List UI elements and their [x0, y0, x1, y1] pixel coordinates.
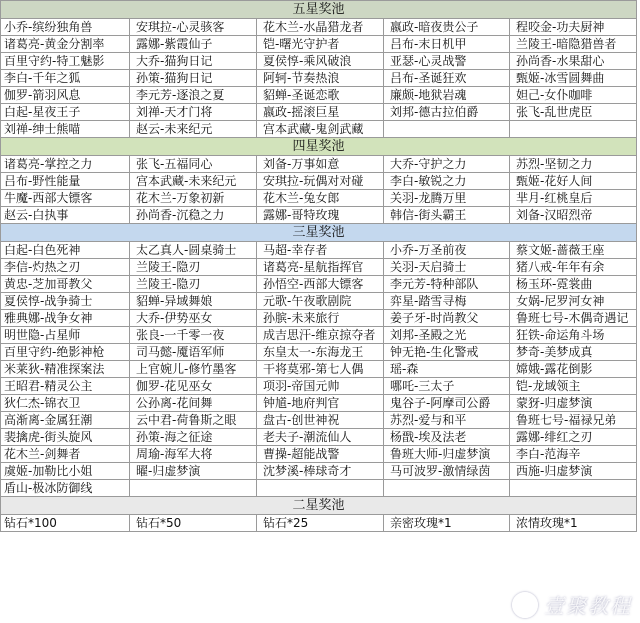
- watermark-text: 壹聚教程: [544, 594, 632, 618]
- prize-cell: 貂蝉-圣诞恋歌: [257, 87, 384, 104]
- prize-cell: 项羽-帝国元帅: [257, 378, 384, 395]
- section-title: 三星奖池: [1, 224, 637, 242]
- prize-cell: 公孙离-花间舞: [130, 395, 257, 412]
- prize-cell: 鬼谷子-阿摩司公爵: [384, 395, 510, 412]
- prize-cell: 张飞-五福同心: [130, 156, 257, 173]
- prize-cell: 姜子牙-时尚教父: [384, 310, 510, 327]
- prize-cell: 刘禅-绅士熊喵: [1, 121, 130, 138]
- prize-cell: 米莱狄-精准探案法: [1, 361, 130, 378]
- prize-cell: 嬴政-暗夜贵公子: [384, 19, 510, 36]
- prize-cell: 兰陵王-隐刃: [130, 259, 257, 276]
- section-header-four: [1, 138, 637, 156]
- prize-cell: 马超-幸存者: [257, 242, 384, 259]
- prize-cell: 钟无艳-生化警戒: [384, 344, 510, 361]
- prize-cell: 蔡文姬-蔷薇王座: [510, 242, 637, 259]
- prize-cell: 苏烈-坚韧之力: [510, 156, 637, 173]
- prize-cell: 高渐离-金属狂潮: [1, 412, 130, 429]
- prize-cell: 李白-范海辛: [510, 446, 637, 463]
- prize-cell: 牛魔-西部大镖客: [1, 190, 130, 207]
- prize-cell: 刘邦-德古拉伯爵: [384, 104, 510, 121]
- table-row: [1, 310, 637, 327]
- prize-cell: 诸葛亮-星航指挥官: [257, 259, 384, 276]
- prize-cell: 大乔-伊势巫女: [130, 310, 257, 327]
- table-row: [1, 70, 637, 87]
- watermark-logo-icon: [512, 592, 538, 618]
- prize-cell: [257, 480, 384, 497]
- prize-cell: 周瑜-海军大将: [130, 446, 257, 463]
- table-row: [1, 463, 637, 480]
- table-row: [1, 344, 637, 361]
- watermark: [512, 590, 632, 619]
- table-row: [1, 87, 637, 104]
- table-row: [1, 121, 637, 138]
- prize-cell: 孙膑-未来旅行: [257, 310, 384, 327]
- prize-cell: 赵云-白执事: [1, 207, 130, 224]
- prize-cell: 梦奇-美梦成真: [510, 344, 637, 361]
- prize-cell: 刘备-万事如意: [257, 156, 384, 173]
- prize-cell: 钻石*50: [130, 515, 257, 532]
- table-row: [1, 361, 637, 378]
- prize-cell: 弈星-踏雪寻梅: [384, 293, 510, 310]
- prize-cell: 李元芳-逐浪之夏: [130, 87, 257, 104]
- table-row: [1, 429, 637, 446]
- prize-cell: 白起-星夜王子: [1, 104, 130, 121]
- prize-cell: 黄忠-芝加哥教父: [1, 276, 130, 293]
- prize-cell: 李白-千年之狐: [1, 70, 130, 87]
- table-row: [1, 293, 637, 310]
- prize-cell: 关羽-龙腾万里: [384, 190, 510, 207]
- prize-cell: 钻石*25: [257, 515, 384, 532]
- prize-cell: 太乙真人-圆桌骑士: [130, 242, 257, 259]
- table-row: [1, 378, 637, 395]
- prize-cell: 司马懿-魇语军师: [130, 344, 257, 361]
- prize-cell: 吕布-圣诞狂欢: [384, 70, 510, 87]
- prize-cell: 元歌-午夜歌剧院: [257, 293, 384, 310]
- prize-cell: 伽罗-箭羽风息: [1, 87, 130, 104]
- table-row: [1, 173, 637, 190]
- prize-cell: 铠-龙域领主: [510, 378, 637, 395]
- prize-cell: 刘邦-圣殿之光: [384, 327, 510, 344]
- prize-cell: 夏侯惇-战争骑士: [1, 293, 130, 310]
- prize-cell: 猪八戒-年年有余: [510, 259, 637, 276]
- prize-cell: 宫本武藏-鬼剑武藏: [257, 121, 384, 138]
- prize-cell: 赵云-未来纪元: [130, 121, 257, 138]
- prize-cell: 小乔-缤纷独角兽: [1, 19, 130, 36]
- prize-cell: [510, 121, 637, 138]
- table-row: [1, 53, 637, 70]
- prize-cell: 吕布-野性能量: [1, 173, 130, 190]
- prize-cell: 曹操-超能战警: [257, 446, 384, 463]
- prize-cell: 李白-敏锐之力: [384, 173, 510, 190]
- prize-cell: 孙策-猫狗日记: [130, 70, 257, 87]
- prize-cell: 夏侯惇-乘风破浪: [257, 53, 384, 70]
- prize-cell: 伽罗-花见巫女: [130, 378, 257, 395]
- prize-cell: 铠-曙光守护者: [257, 36, 384, 53]
- prize-cell: 裴擒虎-街头旋风: [1, 429, 130, 446]
- table-row: [1, 395, 637, 412]
- prize-cell: 李元芳-特种部队: [384, 276, 510, 293]
- prize-cell: 甄姬-冰雪圆舞曲: [510, 70, 637, 87]
- section-title: 五星奖池: [1, 1, 637, 19]
- prize-cell: 曜-归虚梦演: [130, 463, 257, 480]
- prize-cell: 小乔-万圣前夜: [384, 242, 510, 259]
- prize-cell: 嬴政-摇滚巨星: [257, 104, 384, 121]
- prize-cell: 百里守约-特工魅影: [1, 53, 130, 70]
- prize-cell: 鲁班七号-木偶奇遇记: [510, 310, 637, 327]
- prize-cell: 西施-归虚梦演: [510, 463, 637, 480]
- prize-cell: 安琪拉-玩偶对对碰: [257, 173, 384, 190]
- prize-cell: [384, 121, 510, 138]
- prize-cell: 韩信-街头霸王: [384, 207, 510, 224]
- prize-cell: 盘古-创世神祝: [257, 412, 384, 429]
- prize-cell: 甄姬-花好人间: [510, 173, 637, 190]
- table-row: [1, 480, 637, 497]
- table-row: [1, 156, 637, 173]
- prize-cell: 上官婉儿-修竹墨客: [130, 361, 257, 378]
- prize-cell: 孙策-海之征途: [130, 429, 257, 446]
- prize-cell: 杨戬-埃及法老: [384, 429, 510, 446]
- prize-cell: 虞姬-加勒比小姐: [1, 463, 130, 480]
- table-row: [1, 259, 637, 276]
- prize-cell: 安琪拉-心灵骇客: [130, 19, 257, 36]
- table-row: [1, 446, 637, 463]
- prize-cell: [510, 480, 637, 497]
- prize-cell: 王昭君-精灵公主: [1, 378, 130, 395]
- table-row: [1, 19, 637, 36]
- prize-cell: 浓情玫瑰*1: [510, 515, 637, 532]
- prize-cell: 鲁班七号-福禄兄弟: [510, 412, 637, 429]
- prize-cell: 孙尚香-水果甜心: [510, 53, 637, 70]
- prize-cell: 孙悟空-西部大镖客: [257, 276, 384, 293]
- table-row: [1, 36, 637, 53]
- prize-cell: 瑶-森: [384, 361, 510, 378]
- prize-cell: 孙尚香-沉稳之力: [130, 207, 257, 224]
- prize-cell: 刘禅-天才门将: [130, 104, 257, 121]
- prize-cell: 苏烈-爱与和平: [384, 412, 510, 429]
- prize-cell: 花木兰-兔女郎: [257, 190, 384, 207]
- prize-cell: 露娜-绯红之刃: [510, 429, 637, 446]
- prize-cell: 大乔-守护之力: [384, 156, 510, 173]
- prize-cell: 关羽-天启骑士: [384, 259, 510, 276]
- table-row: [1, 190, 637, 207]
- prize-cell: 阿轲-节奏热浪: [257, 70, 384, 87]
- prize-cell: 蒙犽-归虚梦演: [510, 395, 637, 412]
- table-row: [1, 104, 637, 121]
- prize-cell: 马可波罗-激情绿茵: [384, 463, 510, 480]
- prize-cell: 诸葛亮-掌控之力: [1, 156, 130, 173]
- prize-cell: 钻石*100: [1, 515, 130, 532]
- prize-cell: 哪吒-三太子: [384, 378, 510, 395]
- prize-cell: 程咬金-功夫厨神: [510, 19, 637, 36]
- prize-cell: 亲密玫瑰*1: [384, 515, 510, 532]
- prize-cell: 兰陵王-暗隐猎兽者: [510, 36, 637, 53]
- prize-cell: 亚瑟-心灵战警: [384, 53, 510, 70]
- section-header-three: [1, 224, 637, 242]
- prize-cell: 张飞-乱世虎臣: [510, 104, 637, 121]
- prize-cell: 干将莫邪-第七人偶: [257, 361, 384, 378]
- prize-cell: 杨玉环-霓裳曲: [510, 276, 637, 293]
- prize-cell: 花木兰-剑舞者: [1, 446, 130, 463]
- prize-cell: 狂铁-命运角斗场: [510, 327, 637, 344]
- prize-cell: 盾山-极冰防御线: [1, 480, 130, 497]
- prize-cell: 露娜-哥特玫瑰: [257, 207, 384, 224]
- prize-cell: 老夫子-潮流仙人: [257, 429, 384, 446]
- prize-cell: [130, 480, 257, 497]
- prize-cell: 女娲-尼罗河女神: [510, 293, 637, 310]
- prize-cell: 白起-白色死神: [1, 242, 130, 259]
- prize-cell: 鲁班大师-归虚梦演: [384, 446, 510, 463]
- section-title: 四星奖池: [1, 138, 637, 156]
- prize-cell: 妲己-女仆咖啡: [510, 87, 637, 104]
- table-row: [1, 276, 637, 293]
- prize-cell: 雅典娜-战争女神: [1, 310, 130, 327]
- table-row: [1, 242, 637, 259]
- prize-cell: 芈月-红桃皇后: [510, 190, 637, 207]
- prize-cell: 明世隐-占星师: [1, 327, 130, 344]
- prize-cell: 钟馗-地府判官: [257, 395, 384, 412]
- prize-cell: 百里守约-绝影神枪: [1, 344, 130, 361]
- prize-cell: 云中君-荷鲁斯之眼: [130, 412, 257, 429]
- prize-cell: 廉颇-地狱岩魂: [384, 87, 510, 104]
- section-header-five: [1, 1, 637, 19]
- prize-cell: 狄仁杰-锦衣卫: [1, 395, 130, 412]
- prize-cell: 宫本武藏-未来纪元: [130, 173, 257, 190]
- section-title: 二星奖池: [1, 497, 637, 515]
- prize-cell: 沈梦溪-棒球奇才: [257, 463, 384, 480]
- prize-cell: 花木兰-万象初新: [130, 190, 257, 207]
- prize-cell: 东皇太一-东海龙王: [257, 344, 384, 361]
- prize-cell: 花木兰-水晶猎龙者: [257, 19, 384, 36]
- prize-cell: [384, 480, 510, 497]
- prize-cell: 张良-一千零一夜: [130, 327, 257, 344]
- section-header-two: [1, 497, 637, 515]
- table-row: [1, 412, 637, 429]
- prize-cell: 兰陵王-隐刃: [130, 276, 257, 293]
- prize-cell: 李信-灼热之刃: [1, 259, 130, 276]
- prize-cell: 貂蝉-异域舞娘: [130, 293, 257, 310]
- prize-cell: 诸葛亮-黄金分割率: [1, 36, 130, 53]
- prize-cell: 嫦娥-露花倒影: [510, 361, 637, 378]
- table-row: [1, 327, 637, 344]
- table-row: [1, 515, 637, 532]
- prize-cell: 刘备-汉昭烈帝: [510, 207, 637, 224]
- prize-cell: 成吉思汗-维京掠夺者: [257, 327, 384, 344]
- table-row: [1, 207, 637, 224]
- prize-cell: 大乔-猫狗日记: [130, 53, 257, 70]
- prize-cell: 露娜-紫霞仙子: [130, 36, 257, 53]
- prize-cell: 吕布-末日机甲: [384, 36, 510, 53]
